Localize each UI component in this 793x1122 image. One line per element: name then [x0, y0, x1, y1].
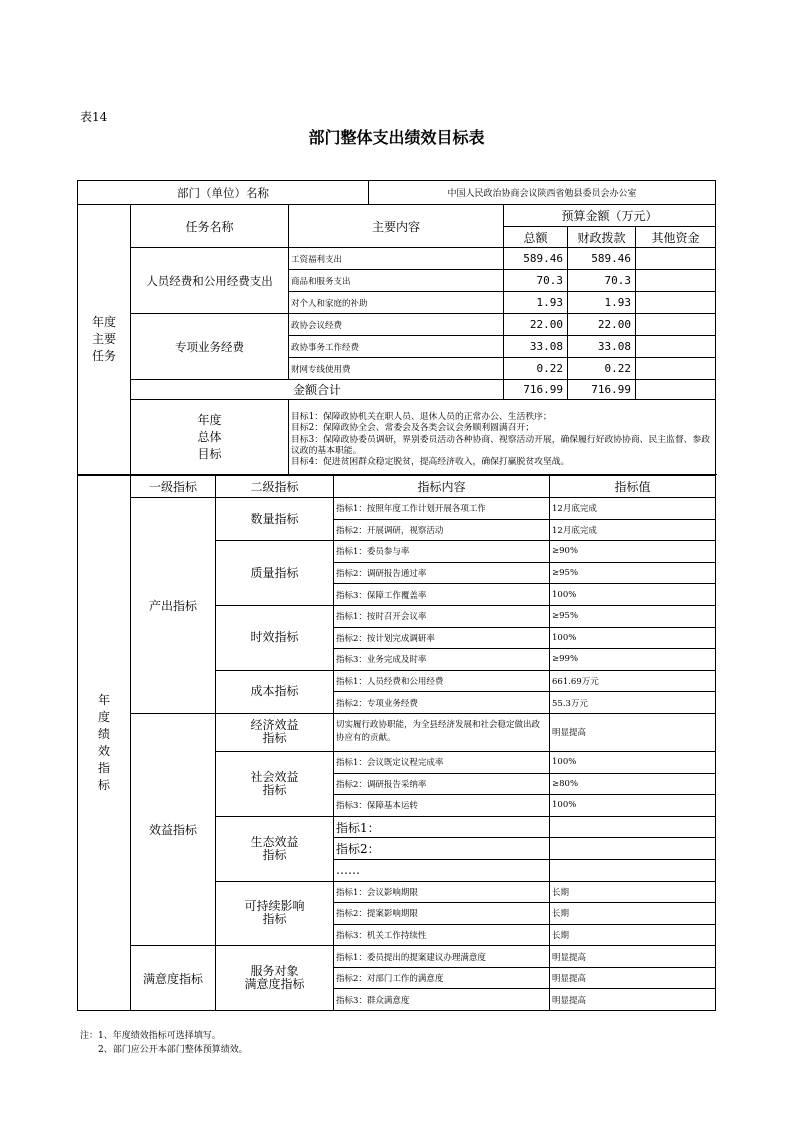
indicator-content: 指标1：委员参与率 — [334, 541, 550, 563]
task-fiscal: 0.22 — [568, 358, 636, 380]
indicator-content: 指标3：机关工作持续性 — [334, 924, 550, 946]
task-total: 1.93 — [504, 292, 568, 314]
indicator-content: 指标2： — [334, 838, 550, 860]
footnote-2: 2、部门应公开本部门整体预算绩效。 — [98, 1044, 248, 1055]
level2-indicator: 时效指标 — [216, 605, 334, 670]
col-indicator-content: 指标内容 — [334, 476, 550, 498]
indicator-value: 明显提高 — [550, 946, 716, 968]
task-total: 589.46 — [504, 248, 568, 270]
indicator-content: 指标2：调研报告采纳率 — [334, 773, 550, 795]
level2-indicator: 经济效益 指标 — [216, 713, 334, 751]
indicator-content: 指标2：提案影响期限 — [334, 903, 550, 925]
level1-indicator: 效益指标 — [131, 713, 216, 945]
task-content: 工资福利支出 — [289, 248, 504, 270]
indicator-content: 指标1：会议影响期限 — [334, 881, 550, 903]
indicator-value: 长期 — [550, 903, 716, 925]
indicator-content: 指标1： — [334, 816, 550, 838]
task-content: 商品和服务支出 — [289, 270, 504, 292]
indicator-content: 指标3：保障基本运转 — [334, 795, 550, 817]
indicator-value: 长期 — [550, 924, 716, 946]
indicator-content: 指标2：按计划完成调研率 — [334, 627, 550, 649]
indicator-content: 指标3：保障工作覆盖率 — [334, 584, 550, 606]
footnotes — [80, 1030, 248, 1057]
task-other — [636, 336, 716, 358]
dept-name: 中国人民政治协商会议陕西省勉县委员会办公室 — [369, 181, 716, 205]
indicator-value: 12月底完成 — [550, 519, 716, 541]
indicator-content: 指标3：群众满意度 — [334, 989, 550, 1011]
level2-indicator: 社会效益 指标 — [216, 751, 334, 816]
level2-indicator: 服务对象 满意度指标 — [216, 946, 334, 1011]
task-fiscal: 33.08 — [568, 336, 636, 358]
indicator-value: ≥95% — [550, 562, 716, 584]
indicator-value: 100% — [550, 584, 716, 606]
task-other — [636, 270, 716, 292]
indicator-value: ≥80% — [550, 773, 716, 795]
task-total: 70.3 — [504, 270, 568, 292]
indicator-value: ≥99% — [550, 649, 716, 671]
level2-indicator: 数量指标 — [216, 498, 334, 541]
task-content: 财网专线使用费 — [289, 358, 504, 380]
goal-line: 目标2：保障政协全会、常委会及各类会议会务顺利圆满召开； — [291, 423, 535, 434]
sum-other — [636, 380, 716, 400]
indicator-value: 55.3万元 — [550, 692, 716, 714]
task-total: 33.08 — [504, 336, 568, 358]
indicator-content: 指标1：按照年度工作计划开展各项工作 — [334, 498, 550, 520]
indicator-value — [550, 816, 716, 838]
task-total: 22.00 — [504, 314, 568, 336]
col-indicator-value: 指标值 — [550, 476, 716, 498]
task-other — [636, 248, 716, 270]
performance-indicator-table — [77, 475, 716, 1011]
indicator-value: ≥95% — [550, 605, 716, 627]
indicator-value — [550, 859, 716, 881]
indicator-content: 指标2：对部门工作的满意度 — [334, 967, 550, 989]
col-fiscal: 财政拨款 — [568, 227, 636, 248]
level2-indicator: 可持续影响 指标 — [216, 881, 334, 946]
indicator-value: 100% — [550, 751, 716, 773]
indicator-content: 指标1：人员经费和公用经费 — [334, 670, 550, 692]
indicator-content: 切实履行政协职能，为全县经济发展和社会稳定做出政协应有的贡献。 — [334, 713, 550, 751]
level2-indicator: 生态效益 指标 — [216, 816, 334, 881]
goals-text — [289, 400, 716, 475]
indicator-value: 100% — [550, 627, 716, 649]
col-level2: 二级指标 — [216, 476, 334, 498]
task-content: 对个人和家庭的补助 — [289, 292, 504, 314]
col-other: 其他资金 — [636, 227, 716, 248]
dept-label: 部门（单位）名称 — [78, 181, 369, 205]
goal-line: 目标4：促进贫困群众稳定脱贫，提高经济收入，确保打赢脱贫攻坚战。 — [291, 457, 570, 468]
task-fiscal: 589.46 — [568, 248, 636, 270]
indicator-value: 661.69万元 — [550, 670, 716, 692]
level1-indicator: 满意度指标 — [131, 946, 216, 1011]
col-level1: 一级指标 — [131, 476, 216, 498]
indicator-content: 指标1：会议既定议程完成率 — [334, 751, 550, 773]
perf-section-label: 年 度 绩 效 指 标 — [78, 476, 131, 1011]
footnote-1: 注：1、年度绩效指标可选择填写。 — [80, 1031, 221, 1041]
indicator-value — [550, 838, 716, 860]
indicator-value: 长期 — [550, 881, 716, 903]
task-fiscal: 1.93 — [568, 292, 636, 314]
level2-indicator: 质量指标 — [216, 541, 334, 606]
task-fiscal: 70.3 — [568, 270, 636, 292]
task-name: 人员经费和公用经费支出 — [131, 248, 289, 314]
task-other — [636, 292, 716, 314]
goal-line: 目标3：保障政协委员调研，界别委员活动各种协商、视察活动开展，确保履行好政协协商、民主监督、参政议政的基本职能。 — [291, 434, 711, 456]
budget-header: 预算金额（万元） — [504, 205, 716, 227]
budget-task-table — [77, 180, 716, 475]
indicator-content: 指标2：调研报告通过率 — [334, 562, 550, 584]
indicator-value: 100% — [550, 795, 716, 817]
task-fiscal: 22.00 — [568, 314, 636, 336]
indicator-content: 指标2：专项业务经费 — [334, 692, 550, 714]
level1-indicator: 产出指标 — [131, 498, 216, 714]
goal-line: 目标1：保障政协机关在职人员、退休人员的正常办公、生活秩序； — [291, 412, 552, 422]
page-title: 部门整体支出绩效目标表 — [308, 128, 485, 147]
indicator-content: 指标1：按时召开会议率 — [334, 605, 550, 627]
task-total: 0.22 — [504, 358, 568, 380]
task-name: 专项业务经费 — [131, 314, 289, 380]
indicator-value: 明显提高 — [550, 713, 716, 751]
col-task-name: 任务名称 — [131, 205, 289, 248]
task-other — [636, 314, 716, 336]
task-section-label: 年度 主要 任务 — [78, 205, 131, 475]
col-main-content: 主要内容 — [289, 205, 504, 248]
indicator-value: ≥90% — [550, 541, 716, 563]
indicator-content: …… — [334, 859, 550, 881]
table-number: 表14 — [80, 110, 108, 124]
task-content: 政协会议经费 — [289, 314, 504, 336]
sum-label: 金额合计 — [131, 380, 504, 400]
indicator-content: 指标1：委员提出的提案建议办理满意度 — [334, 946, 550, 968]
col-total: 总额 — [504, 227, 568, 248]
goals-section-label: 年度 总体 目标 — [131, 400, 289, 475]
indicator-value: 明显提高 — [550, 989, 716, 1011]
task-content: 政协事务工作经费 — [289, 336, 504, 358]
indicator-content: 指标2：开展调研，视察活动 — [334, 519, 550, 541]
indicator-content: 指标3：业务完成及时率 — [334, 649, 550, 671]
level2-indicator: 成本指标 — [216, 670, 334, 713]
indicator-value: 12月底完成 — [550, 498, 716, 520]
sum-total: 716.99 — [504, 380, 568, 400]
task-other — [636, 358, 716, 380]
indicator-value: 明显提高 — [550, 967, 716, 989]
sum-fiscal: 716.99 — [568, 380, 636, 400]
